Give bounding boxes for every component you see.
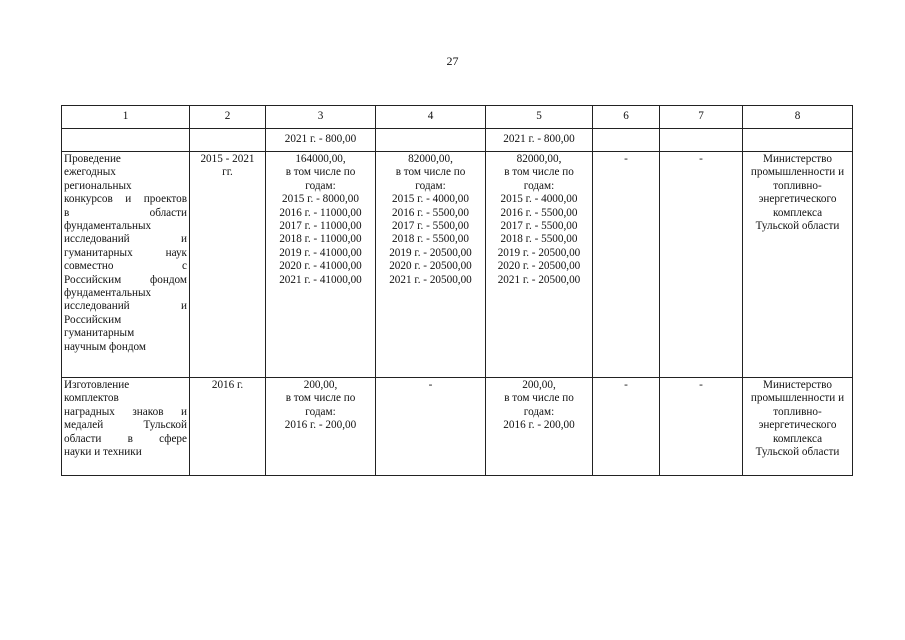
column-number-8: 8 [743,106,853,129]
cell-line: 2016 г. - 200,00 [284,419,357,432]
cell-period [190,152,266,378]
cell-responsible-executor [743,152,853,378]
column-number-row [62,106,853,129]
continuation-row [62,129,853,152]
cell-line: в том числе по [504,166,574,179]
cell-total-funding [266,378,376,476]
cell-line: годам: [523,179,555,192]
column-number-5: 5 [486,106,593,129]
cell-line: совместно с [64,260,187,273]
cell-line: промышленности и [750,166,845,179]
cell-line: 2019 г. - 41000,00 [279,246,362,259]
cell-line: 2016 г. - 5500,00 [392,206,469,219]
cell-line: гг. [222,166,233,179]
column-number-6: 6 [593,106,660,129]
cell-line: области в сфере [64,432,187,445]
cell-line: Тульской области [755,220,840,233]
cell-line: 2016 г. - 11000,00 [279,206,362,219]
cell-municipal-funding [593,378,660,476]
cell-federal-funding [376,378,486,476]
cell-line: энергетического [758,419,837,432]
cell-line: 2016 г. - 5500,00 [500,206,578,219]
cell-line: 2018 г. - 5500,00 [392,233,469,246]
cell-line: комплекса [772,206,823,219]
cell-line: фундаментальных [64,220,152,233]
cont-cell-5: 2021 г. - 800,00 [486,129,593,152]
cell-line: 200,00, [522,379,556,391]
cell-line: 164000,00, [295,153,346,165]
cell-line: 2017 г. - 11000,00 [279,220,362,233]
cell-line: 2016 г. [211,379,244,391]
cell-line: комплектов [64,392,119,405]
cell-line: 2018 г. - 5500,00 [500,233,578,246]
cell-line: 2017 г. - 5500,00 [392,220,469,233]
cell-line: 2021 г. - 20500,00 [497,273,581,286]
cell-line: 2020 г. - 41000,00 [279,260,362,273]
column-number-3: 3 [266,106,376,129]
cell-line: топливно- [773,179,822,192]
cell-line: 2015 г. - 8000,00 [282,193,359,206]
table-row [62,152,853,378]
cell-line: 82000,00, [516,153,562,165]
cell-line: 2019 г. - 20500,00 [389,246,472,259]
cell-measure-name [62,152,190,378]
cell-line: Проведение [64,153,121,165]
cell-line: 2020 г. - 20500,00 [389,260,472,273]
cell-line: Российским [64,313,122,326]
table-row [62,378,853,476]
measures-table [61,105,853,476]
column-number-2: 2 [190,106,266,129]
cell-line: Тульской области [755,446,840,459]
cont-cell-1 [62,129,190,152]
cell-line: 2017 г. - 5500,00 [500,220,578,233]
cell-line: энергетического [758,193,837,206]
column-number-4: 4 [376,106,486,129]
cont-cell-3: 2021 г. - 800,00 [266,129,376,152]
cell-line: - [699,153,703,165]
cell-line: в том числе по [285,392,356,405]
cell-line: в том числе по [395,166,466,179]
cell-line: - [624,153,628,165]
cell-line: фундаментальных [64,287,152,300]
cell-line: 200,00, [303,379,338,391]
cell-line: научным фондом [64,340,146,353]
cell-regional-funding [486,152,593,378]
cont-cell-7 [660,129,743,152]
cell-line: в том числе по [285,166,356,179]
cont-cell-8 [743,129,853,152]
page-number: 27 [446,54,459,68]
cell-line: Министерство [763,379,832,391]
cell-line: гуманитарных наук [64,246,187,259]
cell-line: конкурсов и проектов [64,193,187,206]
cell-line: 2015 г. - 4000,00 [392,193,469,206]
cell-line: 2018 г. - 11000,00 [279,233,362,246]
cell-line: - [428,379,433,391]
cell-line: годам: [523,405,555,418]
cell-line: науки и техники [64,446,142,459]
cell-line: комплекса [772,432,823,445]
cont-cell-4 [376,129,486,152]
cell-line: наградных знаков и [64,405,187,418]
cell-other-funding [660,152,743,378]
cell-line: Министерство [763,153,832,165]
cell-total-funding [266,152,376,378]
column-number-1: 1 [62,106,190,129]
cell-line: исследований и [64,300,187,313]
cell-period [190,378,266,476]
cell-regional-funding [486,378,593,476]
cell-line: годам: [415,179,446,192]
cell-line: 2015 г. - 4000,00 [500,193,578,206]
cell-line: топливно- [773,405,822,418]
cell-line: ежегодных [64,166,116,179]
cell-line: Изготовление [64,379,130,391]
cell-other-funding [660,378,743,476]
cell-line: промышленности и [750,392,845,405]
cell-line: в области [64,206,187,219]
cell-line: 2020 г. - 20500,00 [497,260,581,273]
cell-federal-funding [376,152,486,378]
cell-line: исследований и [64,233,187,246]
cell-line: 2021 г. - 41000,00 [279,273,362,286]
cont-cell-2 [190,129,266,152]
cell-line: 2019 г. - 20500,00 [497,246,581,259]
cell-line: - [624,379,628,391]
cell-line: - [699,379,703,391]
cell-line: 2015 - 2021 [200,153,255,165]
cell-line: 2016 г. - 200,00 [503,419,575,432]
cell-responsible-executor [743,378,853,476]
cell-line: Российским фондом [64,273,187,286]
cell-line: гуманитарным [64,327,135,340]
cell-line: 82000,00, [408,153,453,165]
cont-cell-6 [593,129,660,152]
cell-line: в том числе по [504,392,574,405]
cell-line: медалей Тульской [64,419,187,432]
cell-municipal-funding [593,152,660,378]
cell-line: 2021 г. - 20500,00 [389,273,472,286]
cell-measure-name [62,378,190,476]
column-number-7: 7 [660,106,743,129]
cell-line: годам: [305,405,336,418]
cell-line: годам: [305,179,336,192]
cell-line: региональных [64,179,132,192]
